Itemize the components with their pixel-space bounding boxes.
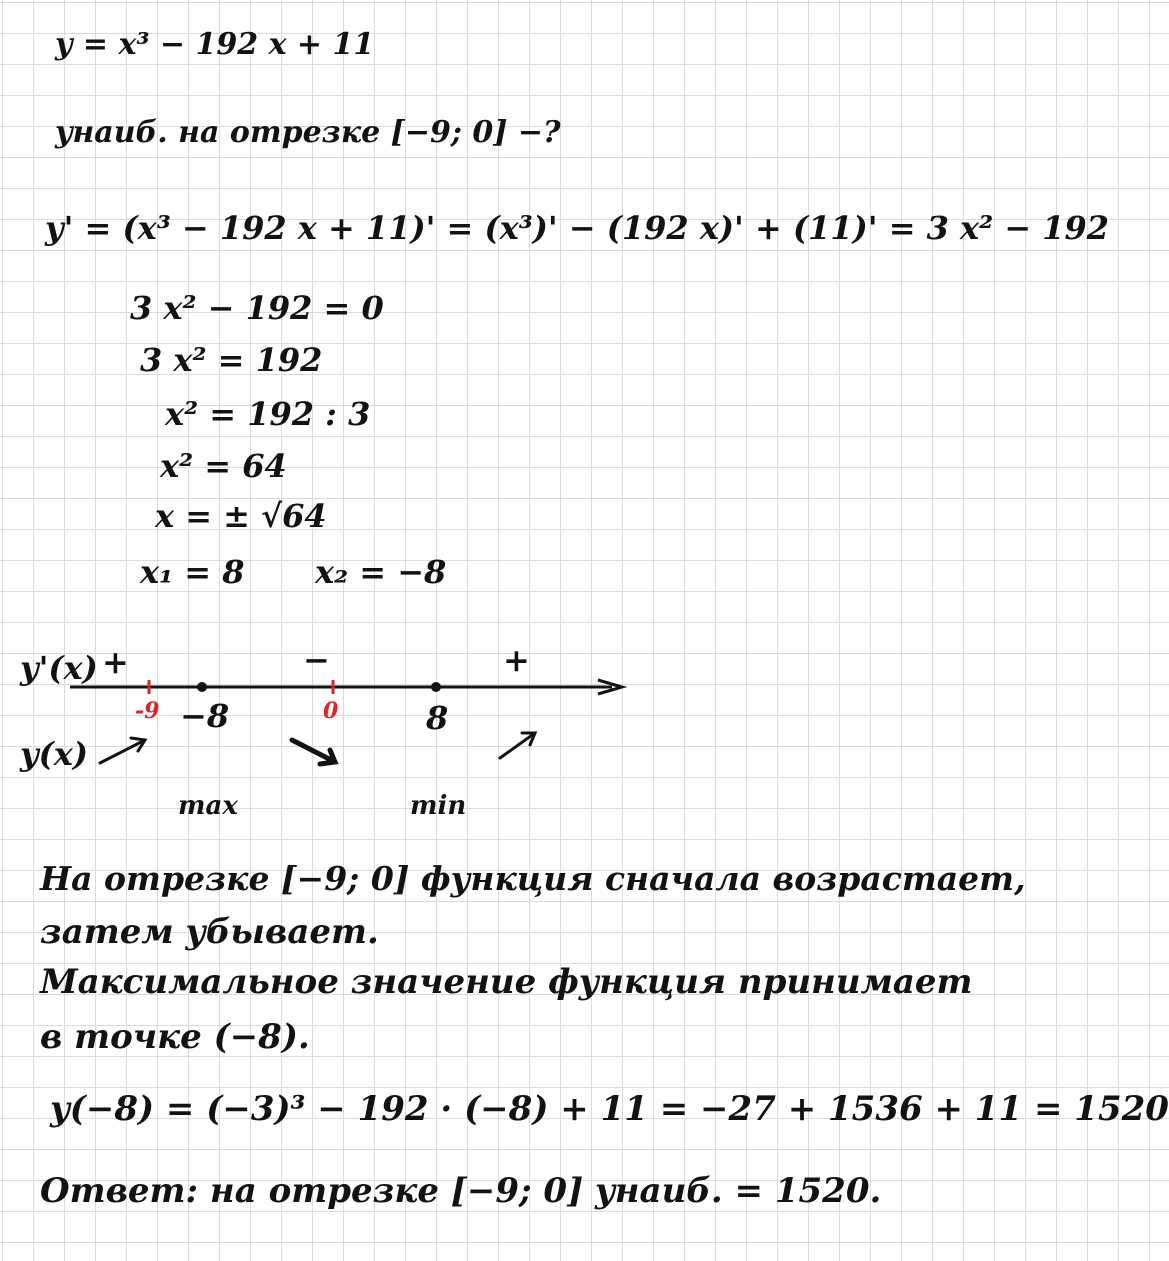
sign-minus-middle: − xyxy=(303,641,330,679)
evaluation-line: y(−8) = (−3)³ − 192 · (−8) + 11 = −27 + 1536 + 11 = 1520 xyxy=(50,1089,1169,1129)
step-divide: x² = 192 : 3 xyxy=(165,395,371,433)
root-two: x₂ = −8 xyxy=(315,553,447,591)
decreasing-arrow-icon xyxy=(292,740,335,764)
increasing-arrow-icon xyxy=(100,738,145,763)
answer-line: Ответ: на отрезке [−9; 0] yнаиб. = 1520. xyxy=(40,1171,882,1211)
sign-plus-left: + xyxy=(102,643,129,681)
segment-start-label: -9 xyxy=(135,698,160,724)
step-square: x² = 64 xyxy=(160,447,287,485)
step-root: x = ± √64 xyxy=(155,497,327,535)
derivative-line: y' = (x³ − 192 x + 11)' = (x³)' − (192 x)' + (11)' = 3 x² − 192 xyxy=(45,209,1110,247)
function-formula: y = x³ − 192 x + 11 xyxy=(55,27,375,62)
critical-point-right-dot xyxy=(431,682,441,692)
step-multiply: 3 x² = 192 xyxy=(140,341,323,379)
conclusion-line-2: затем убывает. xyxy=(40,912,379,952)
min-label: min xyxy=(410,791,467,821)
conclusion-line-3: Максимальное значение функция принимает xyxy=(40,962,973,1002)
conclusion-line-4: в точке (−8). xyxy=(40,1017,310,1057)
step-equation: 3 x² − 192 = 0 xyxy=(130,289,384,327)
critical-point-left-dot xyxy=(197,682,207,692)
critical-point-left-label: −8 xyxy=(180,697,230,735)
root-one: x₁ = 8 xyxy=(140,553,245,591)
problem-question: yнаиб. на отрезке [−9; 0] −? xyxy=(55,115,561,150)
function-label: y(x) xyxy=(20,735,88,773)
segment-end-label: 0 xyxy=(323,698,339,724)
critical-point-right-label: 8 xyxy=(426,699,449,737)
conclusion-line-1: На отрезке [−9; 0] функция сначала возрастает, xyxy=(40,859,1026,898)
sign-plus-right: + xyxy=(503,641,530,679)
max-label: max xyxy=(178,791,238,821)
derivative-label: y'(x) xyxy=(20,649,98,687)
increasing-arrow-icon xyxy=(500,733,535,758)
